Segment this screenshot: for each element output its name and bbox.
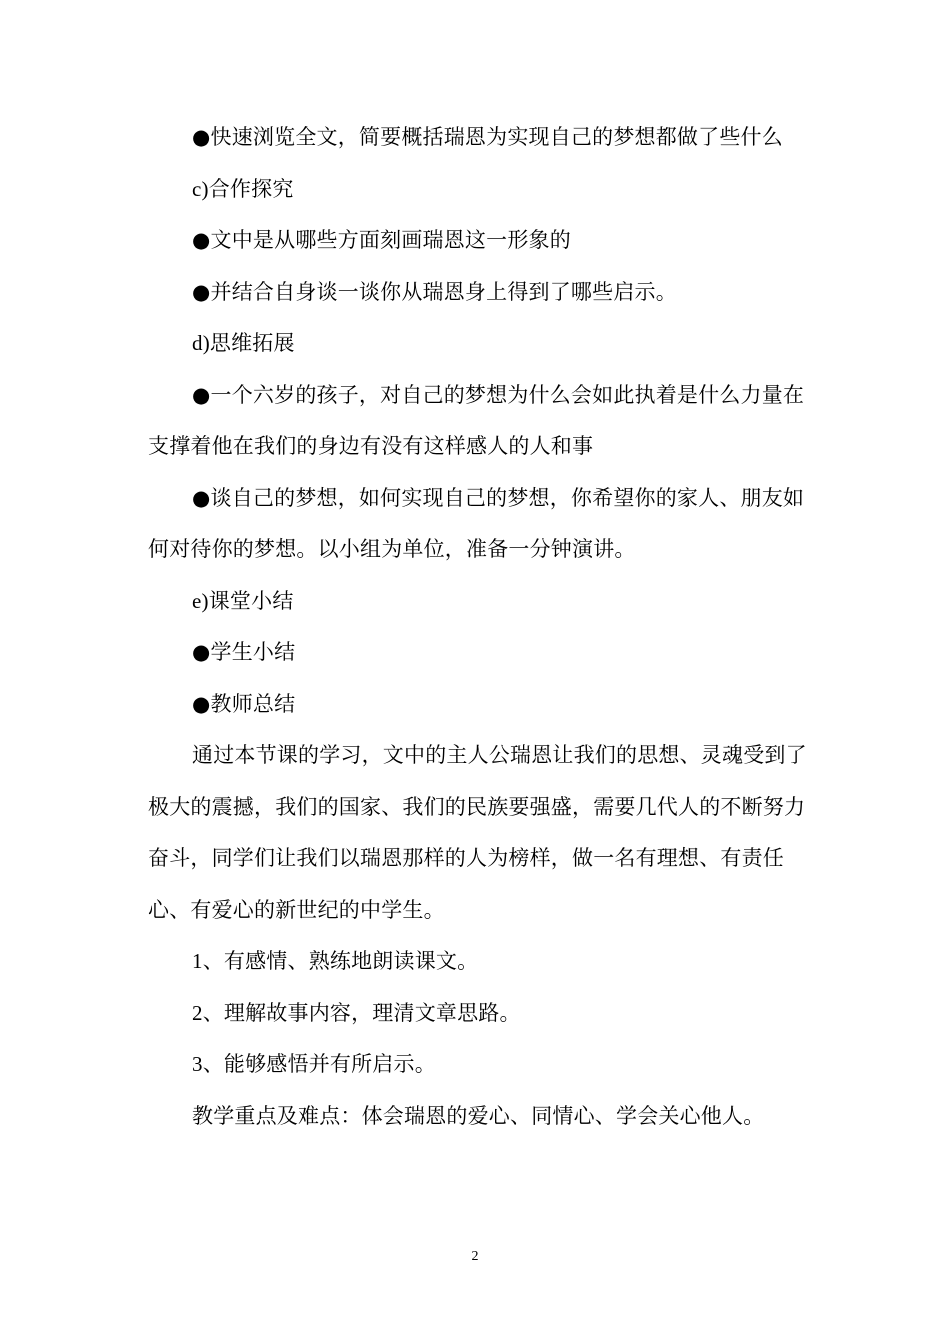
- paragraph-conclusion: 通过本节课的学习，文中的主人公瑞恩让我们的思想、灵魂受到了极大的震撼，我们的国家、我们的民族要强盛，需要几代人的不断努力奋斗，同学们让我们以瑞恩那样的人为榜样，做一名有理想、有责任心、有爱心的新世纪的中学生。: [148, 743, 807, 922]
- paragraph-persistence-question: ●一个六岁的孩子，对自己的梦想为什么会如此执着是什么力量在支撑着他在我们的身边有没有这样感人的人和事: [148, 382, 805, 458]
- heading-class-summary: e)课堂小结: [192, 588, 294, 613]
- heading-thinking-extension: d)思维拓展: [192, 331, 295, 355]
- paragraph-key-points: 教学重点及难点：体会瑞恩的爱心、同情心、学会关心他人。: [192, 1103, 765, 1128]
- paragraph-dream-speech: ●谈自己的梦想，如何实现自己的梦想，你希望你的家人、朋友如何对待你的梦想。以小组为单位，准备一分钟演讲。: [148, 485, 805, 561]
- objective-item-3: 3、能够感悟并有所启示。: [192, 1052, 436, 1076]
- document-body: [148, 112, 808, 1142]
- objective-item-2: 2、理解故事内容，理清文章思路。: [192, 1000, 521, 1025]
- paragraph-inspiration-question: ●并结合自身谈一谈你从瑞恩身上得到了哪些启示。: [192, 279, 677, 304]
- heading-cooperative-inquiry: c)合作探究: [192, 176, 294, 201]
- paragraph-teacher-summary: ●教师总结: [192, 691, 296, 716]
- paragraph-summary-task: ●快速浏览全文，简要概括瑞恩为实现自己的梦想都做了些什么: [192, 125, 783, 149]
- paragraph-portrayal-question: ●文中是从哪些方面刻画瑞恩这一形象的: [192, 228, 571, 252]
- paragraph-student-summary: ●学生小结: [192, 640, 296, 664]
- objective-item-1: 1、有感情、熟练地朗读课文。: [192, 949, 479, 973]
- page-number: 2: [471, 1249, 479, 1264]
